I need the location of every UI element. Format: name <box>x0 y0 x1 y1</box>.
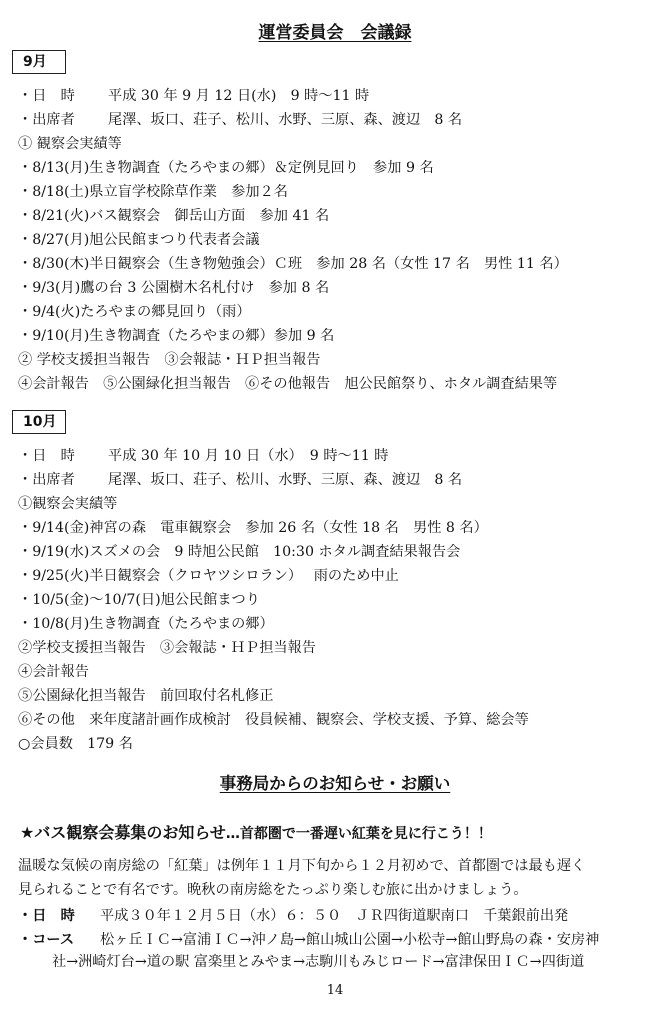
sep-item: ④会計報告 ⑤公園緑化担当報告 ⑥その他報告 旭公民館祭り、ホタル調査結果等 <box>18 376 558 392</box>
bus-tour-course-line: 社→洲崎灯台→道の駅 富楽里とみやま→志駒川もみじロード→富津保田ＩＣ→四街道 <box>52 954 585 970</box>
bus-tour-title: ★バス観察会募集のお知らせ <box>20 823 226 842</box>
oct-attendees-value: 尾澤、坂口、荘子、松川、水野、三原、森、渡辺 8 名 <box>108 472 463 488</box>
page-title: 運営委員会 会議録 <box>258 23 412 43</box>
sep-attendees-label: ・出席者 <box>18 112 75 128</box>
sep-item: ・9/3(月)鷹の台 3 公園樹木名札付け 参加 8 名 <box>18 280 330 296</box>
bus-tour-heading <box>20 820 492 843</box>
sep-item: ② 学校支援担当報告 ③会報誌・ＨＰ担当報告 <box>18 352 321 368</box>
bus-tour-course-row <box>18 930 599 950</box>
oct-item: ・9/19(水)スズメの会 9 時旭公民館 10:30 ホタル調査結果報告会 <box>18 544 461 560</box>
page-number: 14 <box>326 983 344 998</box>
oct-item: ⑤公園緑化担当報告 前回取付名札修正 <box>18 688 274 704</box>
oct-date-label: ・日 時 <box>18 448 75 464</box>
oct-date-value: 平成 30 年 10 月 10 日（水） 9 時～11 時 <box>108 448 389 464</box>
oct-item: ②学校支援担当報告 ③会報誌・ＨＰ担当報告 <box>18 640 316 656</box>
sep-item: ・8/30(木)半日観察会（生き物勉強会）Ｃ班 参加 28 名（女性 17 名 男性 11 名） <box>18 256 568 272</box>
bus-tour-date-label: ・日 時 <box>18 908 75 924</box>
bus-tour-course-line: 松ヶ丘ＩＣ→富浦ＩＣ→沖ノ島→館山城山公園→小松寺→館山野鳥の森・安房神 <box>100 932 600 948</box>
sep-date-row <box>18 86 369 106</box>
sep-item: ・8/21(火)バス観察会 御岳山方面 参加 41 名 <box>18 208 330 224</box>
oct-item: ・10/8(月)生き物調査（たろやまの郷） <box>18 616 274 632</box>
bus-tour-course-label: ・コース <box>18 932 75 948</box>
oct-item: ・10/5(金)～10/7(日)旭公民館まつり <box>18 592 260 608</box>
month-label-october: 10月 <box>12 410 66 434</box>
oct-item: ④会計報告 <box>18 664 89 680</box>
oct-item: ・9/14(金)神宮の森 電車観察会 参加 26 名（女性 18 名 男性 8 名） <box>18 520 488 536</box>
oct-attendees-row <box>18 470 462 490</box>
sep-attendees-value: 尾澤、坂口、荘子、松川、水野、三原、森、渡辺 8 名 <box>108 112 463 128</box>
sep-item: ① 観察会実績等 <box>18 136 122 152</box>
sep-date-value: 平成 30 年 9 月 12 日(水) 9 時～11 時 <box>108 88 370 104</box>
sep-attendees-row <box>18 110 462 130</box>
bus-tour-subtitle: …首都圏で一番遅い紅葉を見に行こう！！ <box>225 826 492 842</box>
oct-item: ○会員数 179 名 <box>18 736 133 752</box>
sep-item: ・8/18(土)県立盲学校除草作業 参加２名 <box>18 184 288 200</box>
sep-item: ・9/4(火)たろやまの郷見回り（雨） <box>18 304 251 320</box>
oct-date-row <box>18 446 388 466</box>
notice-title: 事務局からのお知らせ・お願い <box>219 774 451 793</box>
oct-item: ⑥その他 来年度諸計画作成検討 役員候補、観察会、学校支援、予算、総会等 <box>18 712 529 728</box>
oct-attendees-label: ・出席者 <box>18 472 75 488</box>
bus-tour-paragraph-line: 温暖な気候の南房総の「紅葉」は例年１１月下旬から１２月初めで、首都圏では最も遅く <box>18 858 586 874</box>
oct-item: ・9/25(火)半日観察会（クロヤツシロラン） 雨のため中止 <box>18 568 399 584</box>
bus-tour-date-value: 平成３０年１２月５日（水）６：５０ ＪＲ四街道駅南口 千葉銀前出発 <box>100 908 569 924</box>
oct-item: ①観察会実績等 <box>18 496 118 512</box>
sep-item: ・8/13(月)生き物調査（たろやまの郷）＆定例見回り 参加 9 名 <box>18 160 434 176</box>
month-label-september: 9月 <box>12 50 66 74</box>
sep-date-label: ・日 時 <box>18 88 75 104</box>
sep-item: ・8/27(月)旭公民館まつり代表者会議 <box>18 232 260 248</box>
bus-tour-paragraph-line: 見られることで有名です。晩秋の南房総をたっぷり楽しむ旅に出かけましょう。 <box>18 882 528 898</box>
bus-tour-date-row <box>18 906 568 926</box>
sep-item: ・9/10(月)生き物調査（たろやまの郷）参加 9 名 <box>18 328 335 344</box>
